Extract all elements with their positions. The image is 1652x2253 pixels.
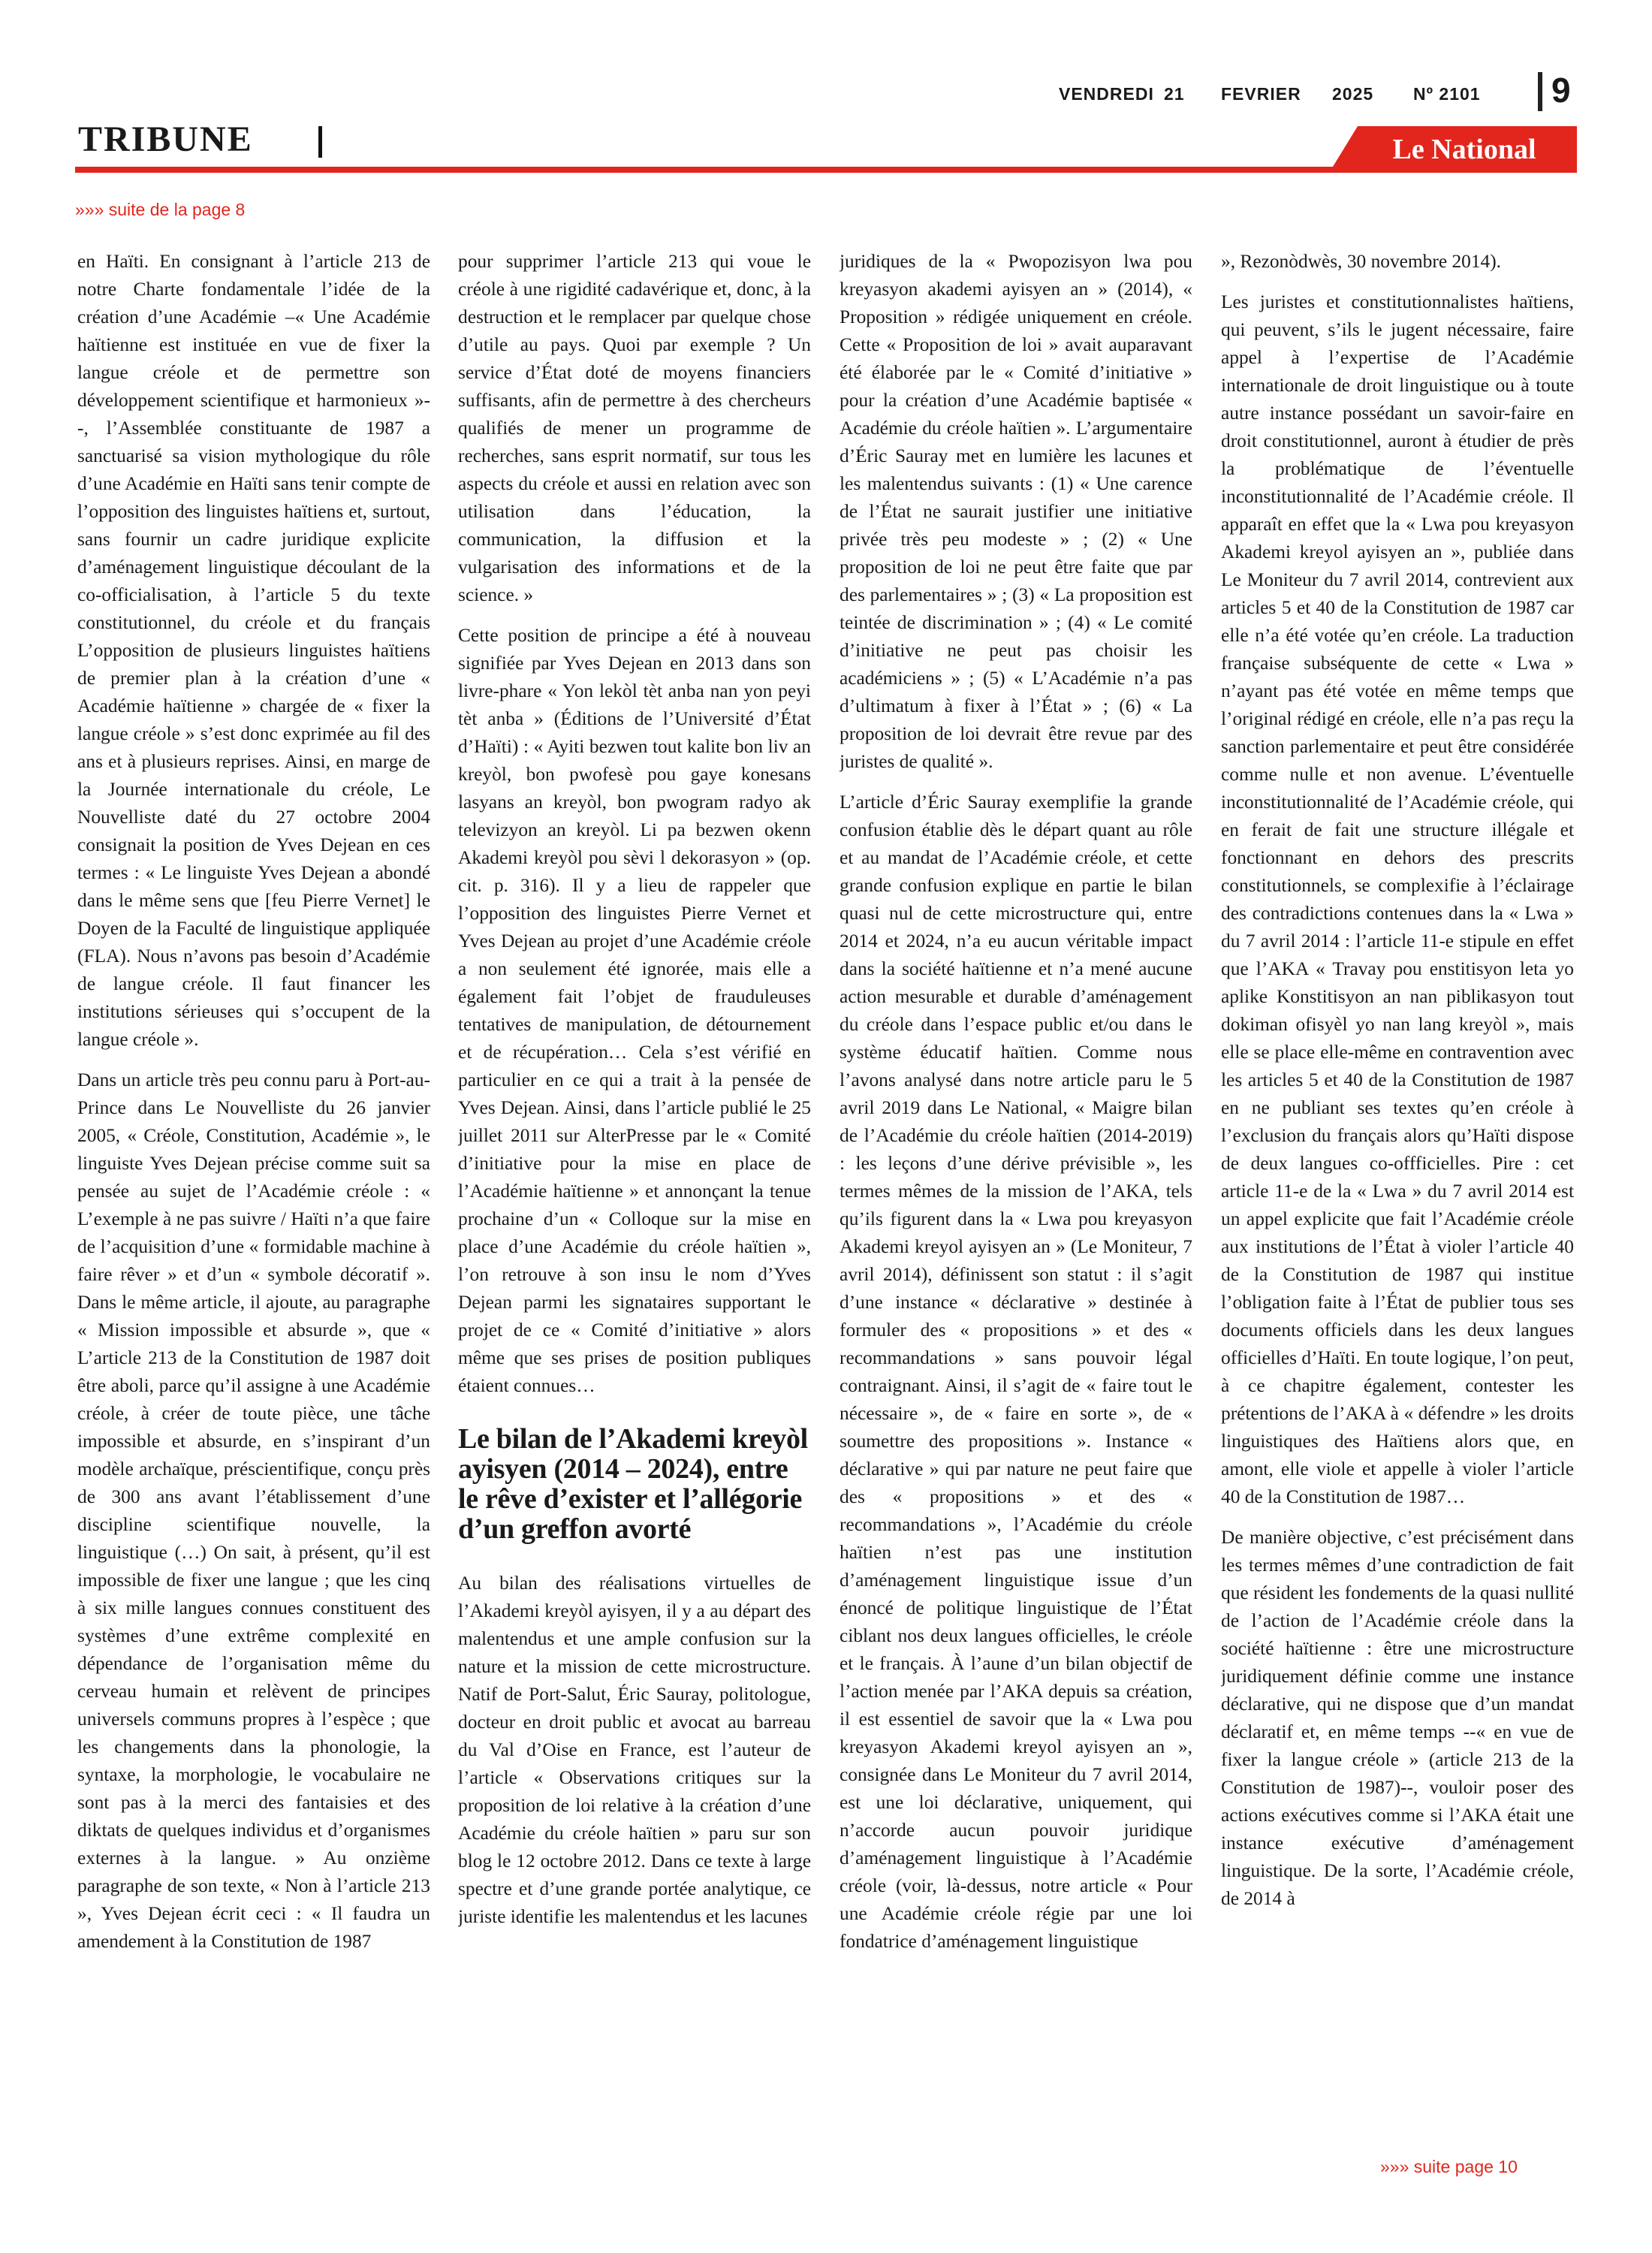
paragraph: en Haïti. En consignant à l’article 213 de notre Charte fondamentale l’idée de la création d’une Académie –« Une Académie haïtienne est instituée en vue de fixer la langue créole et de permettre son développement scientifique et harmonieux »--, l’Assemblée constituante de 1987 a sanctuarisé sa vision mythologique du rôle d’une Académie en Haïti sans tenir compte de l’opposition des linguistes haïtiens et, surtout, sans fournir un cadre juridique explicite d’aménagement linguistique découlant de la co-officialisation, à l’article 5 du texte constitutionnel, du créole et du français L’opposition de plusieurs linguistes haïtiens de premier plan à la création d’une « Académie haïtienne » chargée de « fixer la langue créole » s’est donc exprimée au fil des ans et à plusieurs reprises. Ainsi, en marge de la Journée internationale du créole, Le Nouvelliste daté du 27 octobre 2004 consignait la position de Yves Dejean en ces termes : « Le linguiste Yves Dejean a abondé dans le même sens que [feu Pierre Vernet] le Doyen de la Faculté de linguistique appliquée (FLA). Nous n’avons pas besoin d’Académie de langue créole. Il faut financer les institutions sérieuses qui s’occupent de la langue créole ». [77, 251, 430, 1050]
article-column-4 [1221, 248, 1574, 2140]
paragraph: De manière objective, c’est précisément dans les termes mêmes d’une contradiction de fait que résident les fondements de la quasi nullité de l’action de l’Académie créole dans la société haïtienne : être une microstructure juridiquement définie comme une instance déclarative, qui ne dispose que d’un mandat déclaratif et, en même temps --« en vue de fixer la langue créole » (article 213 de la Constitution de 1987)--, vouloir poser des actions exécutives comme si l’AKA était une instance exécutive d’aménagement linguistique. De la sorte, l’Académie créole, de 2014 à [1221, 1527, 1574, 1909]
paragraph: juridiques de la « Pwopozisyon lwa pou kreyasyon akademi ayisyen an » (2014), « Proposition » rédigée uniquement en créole. Cette « Proposition de loi » avait auparavant été élaborée par le « Comité d’initiative » pour la création d’une Académie baptisée « Académie du créole haïtien ». L’argumentaire d’Éric Sauray met en lumière les lacunes et les malentendus suivants : (1) « Une carence de l’État ne saurait justifier une initiative privée très peu modeste » ; (2) « Une proposition de loi ne peut être faite que par des parlementaires » ; (3) « La proposition est teintée de discrimination » ; (4) « Le comité d’initiative ne peut pas choisir les académiciens » ; (5) « L’Académie n’a pas d’ultimatum à fixer à l’État » ; (6) « La proposition de loi devrait être revue par des juristes de qualité ». [840, 251, 1192, 772]
article-column-2 [458, 248, 811, 2140]
continued-from-link[interactable]: »»» suite de la page 8 [75, 200, 246, 219]
paragraph: L’article d’Éric Sauray exemplifie la grande confusion établie dès le départ quant au rôle et au mandat de l’Académie créole, et cette grande confusion explique en partie le bilan quasi nul de cette microstructure qui, entre 2014 et 2024, n’a eu aucun véritable impact dans la société haïtienne et n’a mené aucune action mesurable et durable d’aménagement du créole dans l’espace public et/ou dans le système éducatif haïtien. Comme nous l’avons analysé dans notre article paru le 5 avril 2019 dans Le National, « Maigre bilan de l’Académie du créole haïtien (2014-2019) : les leçons d’une dérive prévisible », les termes mêmes de la mission de l’AKA, tels qu’ils figurent dans la « Lwa pou kreyasyon Akademi kreyol ayisyen an » (Le Moniteur, 7 avril 2014), définissent son statut : il s’agit d’une instance « déclarative » destinée à formuler des « propositions » et des « recommandations » sans pouvoir légal contraignant. Ainsi, il s’agit de « faire tout le nécessaire », de « faire en sorte », de « soumettre des propositions ». Instance « déclarative » qui par nature ne peut faire que des « propositions » et des « recommandations », l’Académie du créole haïtien n’est pas une institution d’aménagement linguistique issue d’un énoncé de politique linguistique de l’État ciblant nos deux langues officielles, le créole et le français. À l’aune d’un bilan objectif de l’action menée par l’AKA depuis sa création, il est essentiel de savoir que la « Lwa pou kreyasyon Akademi kreyol ayisyen an », consignée dans Le Moniteur du 7 avril 2014, est une loi déclarative, uniquement, qui n’accorde aucun pouvoir juridique d’aménagement linguistique à l’Académie créole (voir, là-dessus, notre article « Pour une Académie créole régie par une loi fondatrice d’aménagement linguistique [840, 792, 1192, 1952]
section-title-bar [318, 126, 322, 158]
dateline-year: 2025 [1332, 84, 1374, 104]
issue-dateline [1059, 84, 1494, 114]
header-rule [75, 167, 1577, 173]
section-title: TRIBUNE [78, 119, 253, 159]
dateline-day: VENDREDI [1059, 84, 1154, 104]
dateline-issue: Nº 2101 [1413, 84, 1481, 104]
paragraph: Les juristes et constitutionnalistes haïtiens, qui peuvent, s’ils le jugent nécessaire, faire appel à l’expertise de l’Académie internationale de droit linguistique ou à toute autre instance possédant un savoir-faire en droit constitutionnel, auront à étudier de près la problématique de l’éventuelle inconstitutionnalité de l’Académie créole. Il apparaît en effet que la « Lwa pou kreyasyon Akademi kreyol ayisyen an », publiée dans Le Moniteur du 7 avril 2014, contrevient aux articles 5 et 40 de la Constitution de 1987 car elle n’a été votée qu’en créole. La traduction française subséquente de cette « Lwa » n’ayant pas été votée en même temps que l’original rédigé en créole, elle n’a pas reçu la sanction parlementaire et peut être considérée comme nulle et non avenue. L’éventuelle inconstitutionnalité de l’Académie créole, qui en ferait de fait une structure illégale et fonctionnant en dehors des prescrits constitutionnels, se complexifie à l’éclairage des contradictions contenues dans la « Lwa » du 7 avril 2014 : l’article 11-e stipule en effet que l’AKA « Travay pou enstitisyon leta yo aplike Konstitisyon an nan piblikasyon tout dokiman ofisyèl yo nan lang kreyòl », mais elle se place elle-même en contravention avec les articles 5 et 40 de la Constitution de 1987 en ne publiant ses textes qu’en créole à l’exclusion du français alors qu’Haïti dispose de deux langues co-offficielles. Pire : cet article 11-e de la « Lwa » du 7 avril 2014 est un appel explicite que fait l’Académie créole aux institutions de l’État à violer l’article 40 de la Constitution de 1987 qui institue l’obligation faite à l’État de publier tous ses documents officiels dans les deux langues officielles d’Haïti. En toute logique, l’on peut, à ce chapitre également, contester les prétentions de l’AKA à « défendre » les droits linguistiques des Haïtiens alors que, en amont, elle viole et appelle à violer l’article 40 de la Constitution de 1987… [1221, 291, 1574, 1507]
continued-to-link[interactable]: »»» suite page 10 [1380, 2157, 1518, 2176]
article-subheading: Le bilan de l’Akademi kreyòl ayisyen (2014 – 2024), entre le rêve d’exister et l’allégorie d’un greffon avorté [458, 1423, 808, 1545]
article-column-1 [77, 248, 430, 2140]
paragraph: pour supprimer l’article 213 qui voue le créole à une rigidité cadavérique et, donc, à la destruction et le remplacer par quelque chose d’utile au pays. Quoi par exemple ? Un service d’État doté de moyens financiers suffisants, afin de permettre à des chercheurs qualifiés de mener un programme de recherches, sans esprit normatif, sur tous les aspects du créole et aussi en relation avec son utilisation dans l’éducation, la communication, la diffusion et la vulgarisation des informations et de la science. » [458, 251, 811, 605]
paragraph: Cette position de principe a été à nouveau signifiée par Yves Dejean en 2013 dans son livre-phare « Yon lekòl tèt anba nan yon peyi tèt anba » (Éditions de l’Université d’État d’Haïti) : « Ayiti bezwen tout kalite bon liv an kreyòl, bon pwofesè pou gaye konesans lasyans an kreyòl, bon pwogram radyo ak televizyon an kreyòl. Li pa bezwen okenn Akademi kreyòl pou sèvi l dekorasyon » (op. cit. p. 316). Il y a lieu de rappeler que l’opposition des linguistes Pierre Vernet et Yves Dejean au projet d’une Académie créole a non seulement été ignorée, mais elle a également fait l’objet de frauduleuses tentatives de manipulation, de détournement et de récupération… Cela s’est vérifié en particulier en ce qui a trait à la pensée de Yves Dejean. Ainsi, dans l’article publié le 25 juillet 2011 sur AlterPresse par le « Comité d’initiative pour la mise en place de l’Académie haïtienne » et annonçant la tenue prochaine d’un « Colloque sur la mise en place d’une Académie du créole haïtien », l’on retrouve à son insu le nom d’Yves Dejean parmi les signataires supportant le projet de ce « Comité d’initiative » alors même que ses prises de position publiques étaient connues… [458, 625, 811, 1396]
dateline-date: 21 [1164, 84, 1185, 104]
paragraph: », Rezonòdwès, 30 novembre 2014). [1221, 251, 1502, 272]
brand-logo: Le National [1392, 134, 1536, 165]
page-number: 9 [1551, 71, 1571, 110]
article-column-3 [840, 248, 1192, 2140]
paragraph: Dans un article très peu connu paru à Port-au-Prince dans Le Nouvelliste du 26 janvier 2005, « Créole, Constitution, Académie », le linguiste Yves Dejean précise comme suit sa pensée au sujet de l’Académie créole : « L’exemple à ne pas suivre / Haïti n’a que faire de l’acquisition d’une « formidable machine à faire rêver » et d’un « symbole décoratif ». Dans le même article, il ajoute, au paragraphe « Mission impossible et absurde », que « L’article 213 de la Constitution de 1987 doit être aboli, parce qu’il assigne à une Académie créole, à créer de toute pièce, une tâche impossible et absurde, en s’inspirant d’un modèle archaïque, préscientifique, conçu près de 300 ans avant l’établissement d’une discipline scientifique nouvelle, la linguistique (…) On sait, à présent, qu’il est impossible de fixer une langue ; que les cinq à six mille langues connues constituent des systèmes d’une extrême complexité en dépendance de l’organisation même du cerveau humain et relèvent de principes universels communs propres à l’espèce ; que les changements dans la phonologie, la syntaxe, la morphologie, le vocabulaire ne sont pas à la merci des fantaisies et des diktats de quelques individus et d’organismes externes à la langue. » Au onzième paragraphe de son texte, « Non à l’article 213 », Yves Dejean écrit ceci : « Il faudra un amendement à la Constitution de 1987 [77, 1069, 430, 1952]
dateline-month: FEVRIER [1221, 84, 1301, 104]
page-number-separator [1538, 72, 1542, 111]
paragraph: Au bilan des réalisations virtuelles de l’Akademi kreyòl ayisyen, il y a au départ des malentendus et une ample confusion sur la nature et la mission de cette microstructure. Natif de Port-Salut, Éric Sauray, politologue, docteur en droit public et avocat au barreau du Val d’Oise en France, est l’auteur de l’article « Observations critiques sur la proposition de loi relative à la création d’une Académie du créole haïtien » paru sur son blog le 12 octobre 2012. Dans ce texte à large spectre et d’une grande portée analytique, ce juriste identifie les malentendus et les lacunes [458, 1573, 811, 1927]
